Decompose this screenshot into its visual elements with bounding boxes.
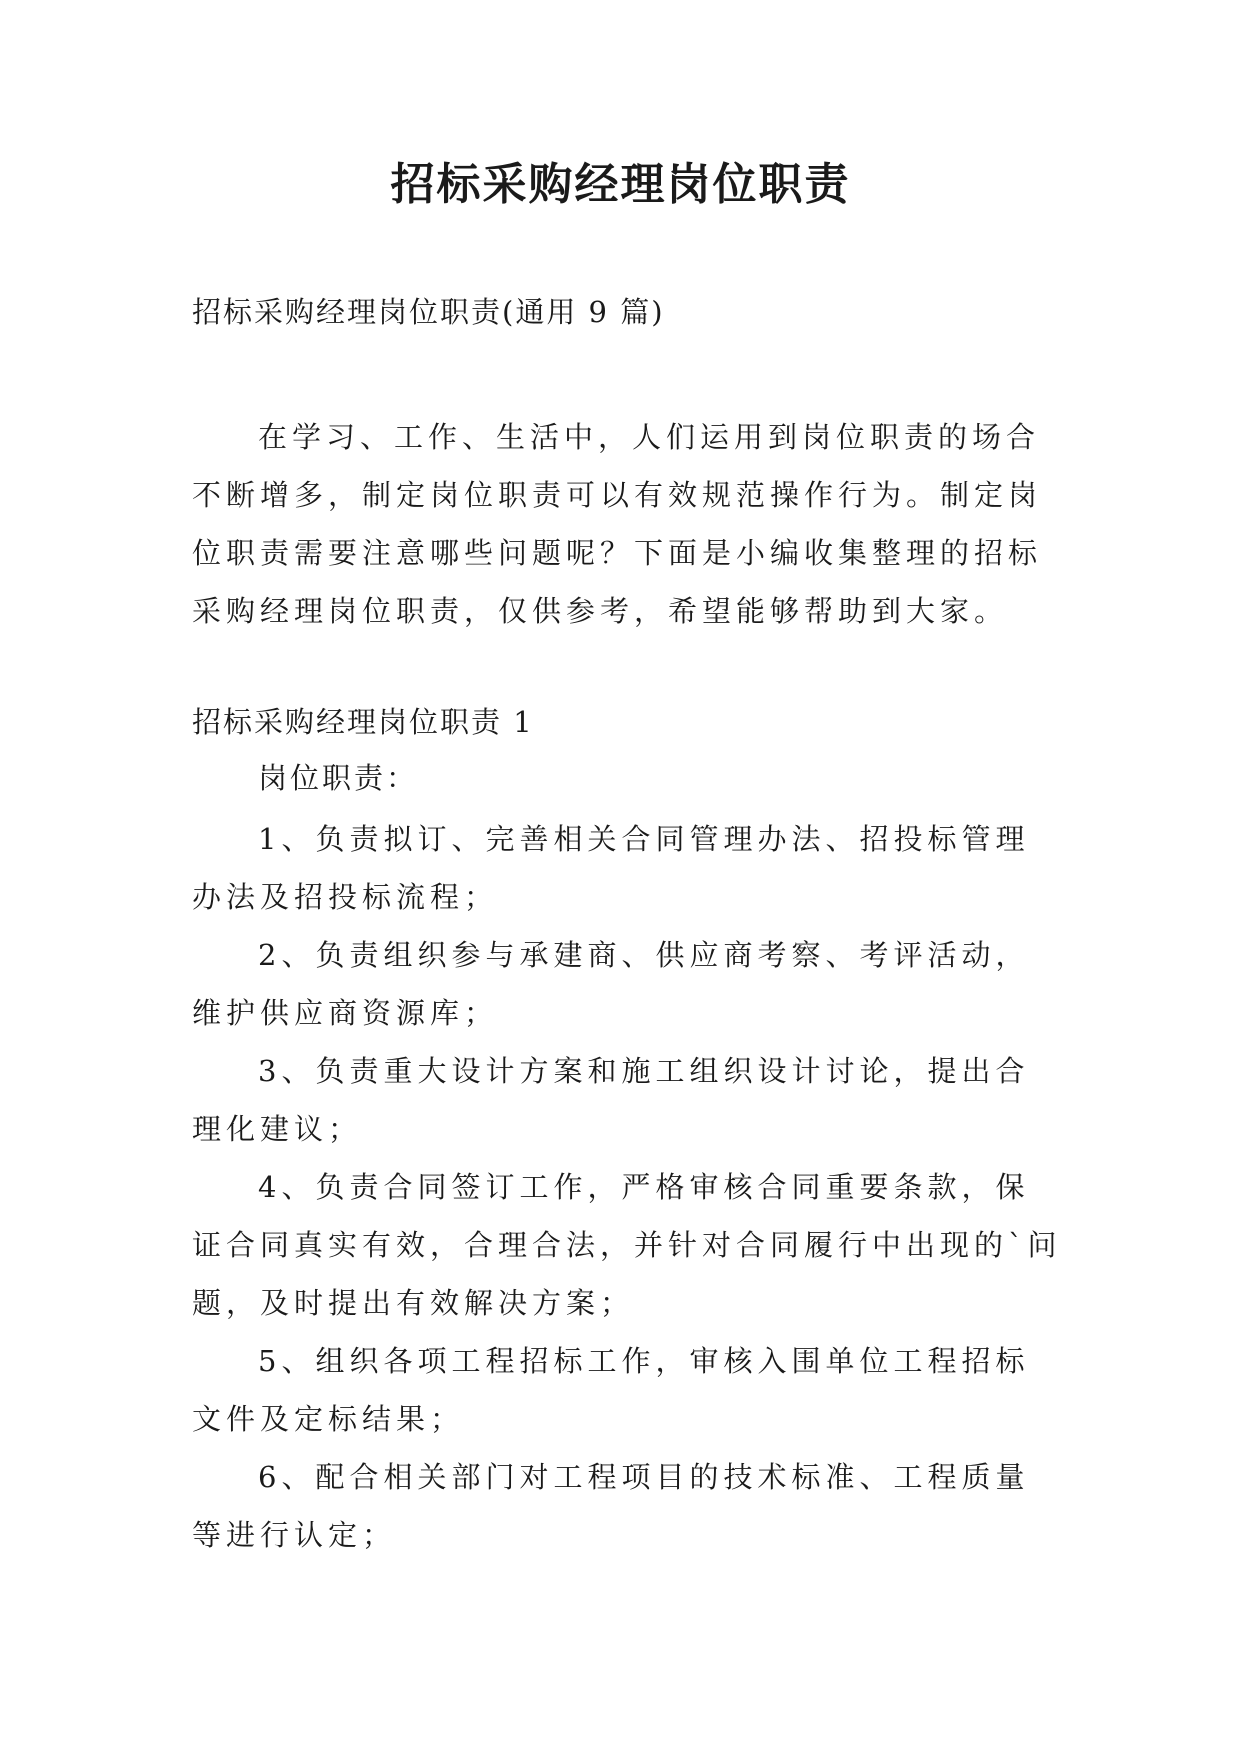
duty-item: 3、负责重大设计方案和施工组织设计讨论，提出合理化建议； [192, 1054, 1030, 1146]
section-heading: 招标采购经理岗位职责 1 [192, 705, 534, 739]
document-subtitle: 招标采购经理岗位职责(通用 9 篇) [192, 295, 665, 329]
document-title: 招标采购经理岗位职责 [390, 159, 851, 210]
duty-label: 岗位职责： [258, 761, 419, 795]
duty-item: 5、组织各项工程招标工作，审核入围单位工程招标文件及定标结果； [192, 1344, 1030, 1436]
duty-list [192, 810, 1062, 1564]
duty-item: 1、负责拟订、完善相关合同管理办法、招投标管理办法及招投标流程； [192, 822, 1030, 914]
duty-item: 6、配合相关部门对工程项目的技术标准、工程质量等进行认定； [192, 1460, 1030, 1552]
duty-item: 2、负责组织参与承建商、供应商考察、考评活动，维护供应商资源库； [192, 938, 1030, 1030]
intro-paragraph: 在学习、工作、生活中，人们运用到岗位职责的场合不断增多，制定岗位职责可以有效规范操作行为。制定岗位职责需要注意哪些问题呢？下面是小编收集整理的招标采购经理岗位职责，仅供参考，希望能够帮助到大家。 [192, 420, 1043, 628]
duty-item: 4、负责合同签订工作，严格审核合同重要条款，保证合同真实有效，合理合法，并针对合同履行中出现的`问题，及时提出有效解决方案； [192, 1170, 1062, 1320]
